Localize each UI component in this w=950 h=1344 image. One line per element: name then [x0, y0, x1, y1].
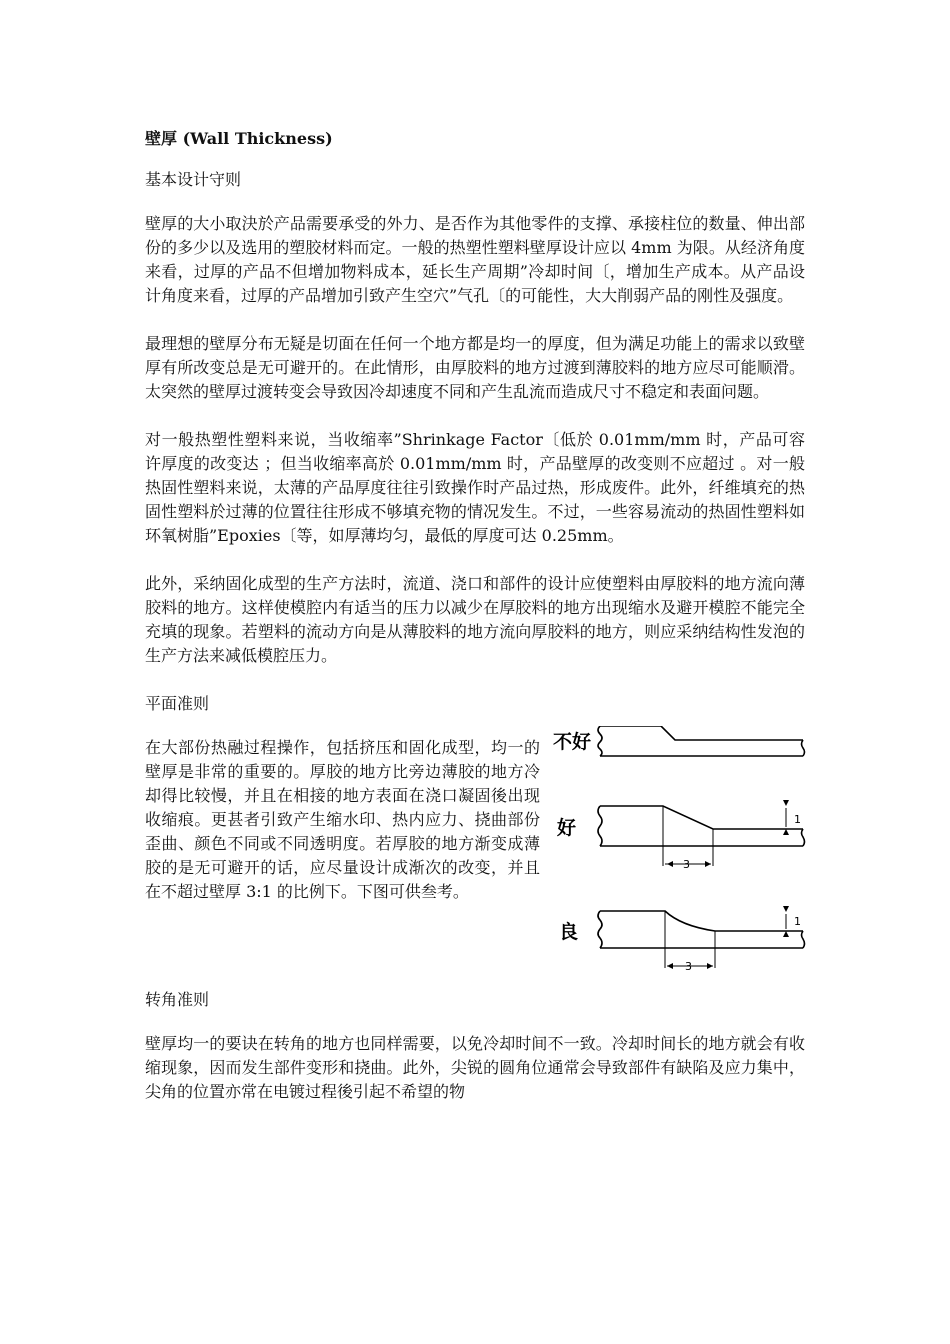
- label-good: 好: [557, 817, 577, 839]
- document-title: 壁厚 (Wall Thickness): [145, 129, 333, 148]
- document-page: [145, 128, 805, 1128]
- paragraph-shrinkage-factor: 对一般热塑性塑料来说，当收缩率”Shrinkage Factor〔低於 0.01mm/mm 时，产品可容许厚度的改变达 ；但当收缩率高於 0.01mm/mm 时，产品壁厚的改变则不应超过 。对一般热固性塑料来说，太薄的产品厚度往往引致操作时产品过热，形成废件。此外，纤维填充的热固性塑料於过薄的位置往往形成不够填充物的情况发生。不过，一些容易流动的热固性塑料如环氧树脂”Epoxies〔等，如厚薄均匀，最低的厚度可达 0.25mm。: [145, 430, 805, 545]
- dim-thickness-good: 1: [794, 813, 801, 826]
- label-better: 良: [559, 921, 579, 943]
- paragraph-ideal-distribution: 最理想的壁厚分布无疑是切面在任何一个地方都是均一的厚度，但为满足功能上的需求以致壁厚有所改变总是无可避开的。在此情形，由厚胶料的地方过渡到薄胶料的地方应尽可能顺滑。太突然的壁厚过渡转变会导致因冷却速度不同和产生乱流而造成尺寸不稳定和表面问题。: [145, 334, 805, 401]
- dim-length-good: 3: [683, 858, 690, 871]
- paragraph-uniform-thickness: 在大部份热融过程操作，包括挤压和固化成型，均一的壁厚是非常的重要的。厚胶的地方比旁边薄胶的地方冷却得比较慢，并且在相接的地方表面在浇口凝固後出现收缩痕。更甚者引致产生缩水印、热内应力、挠曲部份歪曲、颜色不同或不同透明度。若厚胶的地方渐变成薄胶的是无可避开的话，应尽量设计成渐次的改变，并且在不超过壁厚 3:1 的比例下。下图可供叁考。: [145, 738, 540, 901]
- plane-rules-block: [145, 731, 805, 973]
- paragraph-wall-thickness-factors: 壁厚的大小取決於产品需要承受的外力、是否作为其他零件的支撑、承接柱位的数量、伸出部份的多少以及选用的塑胶材料而定。一般的热塑性塑料壁厚设计应以 4mm 为限。从经济角度来看，过厚的产品不但增加物料成本，延长生产周期”冷却时间〔，增加生产成本。从产品设计角度来看，过厚的产品增加引致产生空穴”气孔〔的可能性，大大削弱产品的刚性及强度。: [145, 214, 805, 305]
- wall-transition-figure: [553, 726, 815, 976]
- paragraph-corner-uniformity: 壁厚均一的要诀在转角的地方也同样需要，以免冷却时间不一致。冷却时间长的地方就会有收缩现象，因而发生部件变形和挠曲。此外，尖锐的圆角位通常会导致部件有缺陷及应力集中，尖角的位置亦常在电镀过程後引起不希望的物: [145, 1034, 805, 1101]
- section-heading-plane-rules: 平面准则: [145, 694, 210, 713]
- section-heading-corner-rules: 转角准则: [145, 990, 210, 1009]
- section-heading-basic-rules: 基本设计守则: [145, 170, 242, 189]
- dim-length-better: 3: [685, 960, 692, 973]
- paragraph-flow-direction: 此外，采纳固化成型的生产方法时，流道、浇口和部件的设计应使塑料由厚胶料的地方流向薄胶料的地方。这样使模腔内有适当的压力以减少在厚胶料的地方出现缩水及避开模腔不能完全充填的现象。若塑料的流动方向是从薄胶料的地方流向厚胶料的地方，则应采纳结构性发泡的生产方法来减低模腔压力。: [145, 574, 805, 665]
- label-bad: 不好: [553, 731, 592, 753]
- wall-transition-diagram: [553, 726, 815, 976]
- dim-thickness-better: 1: [794, 915, 801, 928]
